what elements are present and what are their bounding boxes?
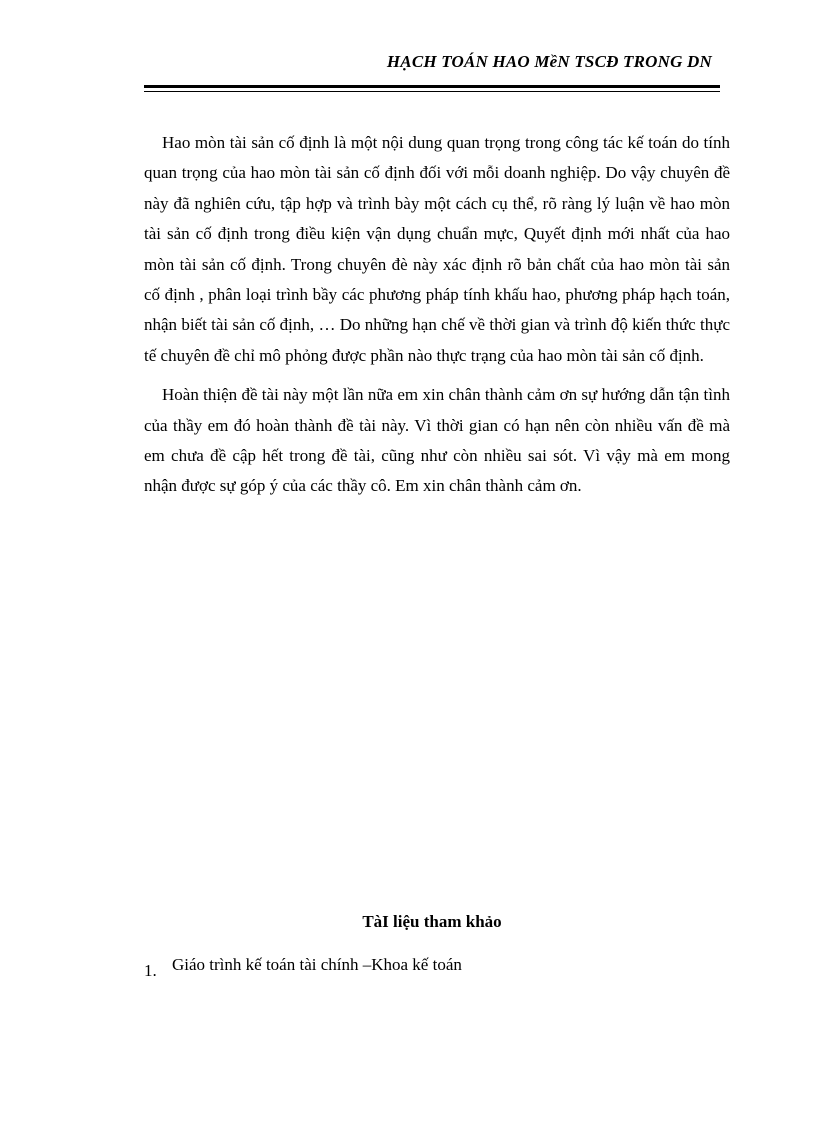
body-text xyxy=(144,128,730,511)
header-rule-thick xyxy=(144,85,720,88)
running-header-title: HẠCH TOÁN HAO MềN TSCĐ TRONG DN xyxy=(386,52,712,71)
body-paragraph-2: Hoàn thiện đề tài này một lần nữa em xin chân thành cảm ơn sự hướng dẫn tận tình của thầy em đó hoàn thành đề tài này. Vì thời gian có hạn nên còn nhiều vấn đề mà em chưa đề cập hết trong đề tài, cũng như còn nhiều sai sót. Vì vậy mà em mong nhận được sự góp ý của các thầy cô. Em xin chân thành cảm ơn. xyxy=(144,385,730,496)
references-heading: TàI liệu tham khảo xyxy=(362,912,502,931)
reference-item xyxy=(144,955,720,980)
body-paragraph-1: Hao mòn tài sản cố định là một nội dung quan trọng trong công tác kế toán do tính quan trọng của hao mòn tài sản cố định đối với mỗi doanh nghiệp. Do vậy chuyên đề này đã nghiên cứu, tập hợp và trình bày một cách cụ thể, rõ ràng lý luận về hao mòn tài sản cố định trong điều kiện vận dụng chuẩn mực, Quyết định mới nhất của hao mòn tài sản cố định. Trong chuyên đè này xác định rõ bản chất của hao mòn tài sản cố định , phân loại trình bầy các phương pháp tính khấu hao, phương pháp hạch toán, nhận biết tài sản cố định, … Do những hạn chế về thời gian và trình độ kiến thức thực tế chuyên đề chỉ mô phỏng được phần nào thực trạng của hao mòn tài sản cố định. xyxy=(144,133,730,365)
header-rule-thin xyxy=(144,91,720,92)
reference-number: 1. xyxy=(144,961,157,980)
reference-text: Giáo trình kế toán tài chính –Khoa kế toán xyxy=(172,955,462,974)
